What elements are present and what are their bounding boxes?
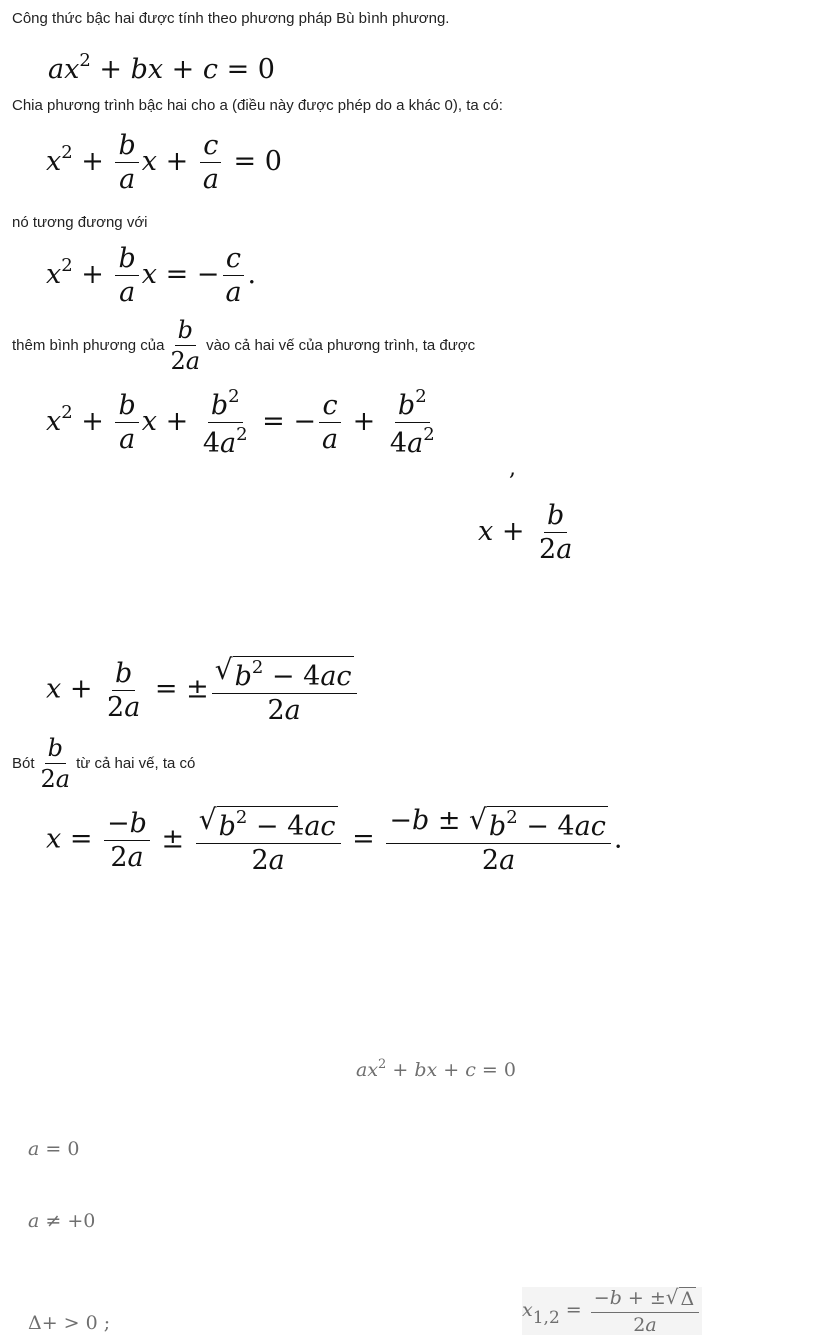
subtract-suffix: từ cả hai vế, ta có [76, 754, 196, 772]
equation-square-root: x + $\frac{b}{2a}$ = ± √ $b^2 - 4ac$ 2a [46, 656, 360, 724]
equation-a-not-zero: a ≠ +0 [28, 1210, 96, 1232]
b-over-2a-inline-2: $\frac{b}{2a}$ [40, 734, 71, 793]
divide-text: Chia phương trình bậc hai cho a (điều này được phép do a khác 0), ta có: [12, 97, 503, 114]
equation-quadratic-formula: x = $\frac{-b}{2a}$ ± √ $b^2 - 4ac$ 2a = −b ± √ $b^2 - 4ac$ 2a . [46, 803, 623, 876]
add-square-suffix: vào cả hai vế của phương trình, ta được [206, 336, 476, 354]
add-square-line [12, 318, 475, 373]
equation-roots-delta: x1,2 = −b + ± √ Δ 2a [522, 1287, 702, 1335]
subtract-prefix: Bót [12, 754, 35, 772]
equation-moved: $x^2$ + $\frac{b}{a}$ x = − $\frac{c}{a}$ . [46, 243, 257, 308]
subtract-line [12, 736, 195, 791]
comma-mark: , [509, 456, 516, 481]
b-over-2a-inline: $\frac{b}{2a}$ [170, 316, 201, 375]
equation-a-equals-zero: a = 0 [28, 1138, 80, 1160]
equation-standard-form: $ax^2$ + bx + c = 0 [48, 50, 275, 85]
equation-delta-positive: Δ+ > 0 ; [28, 1312, 111, 1334]
equation-divided: $x^2$ + $\frac{b}{a}$ x + $\frac{c}{a}$ = 0 [46, 130, 282, 195]
intro-text: Công thức bậc hai được tính theo phương pháp Bù bình phương. [12, 10, 450, 27]
equation-completed-square: $x^2$ + $\frac{b}{a}$ x + $\frac{b^2}{4a^2}$ = − $\frac{c}{a}$ + $\frac{b^2}{4a^2}$ [46, 386, 435, 459]
equation-standard-form-light: $ax^2$ + bx + c = 0 [356, 1057, 516, 1081]
add-square-prefix: thêm bình phương của [12, 336, 165, 354]
equivalent-text: nó tương đương với [12, 214, 148, 231]
equation-x-plus-b-over-2a: x + $\frac{b}{2a}$ [478, 500, 573, 565]
